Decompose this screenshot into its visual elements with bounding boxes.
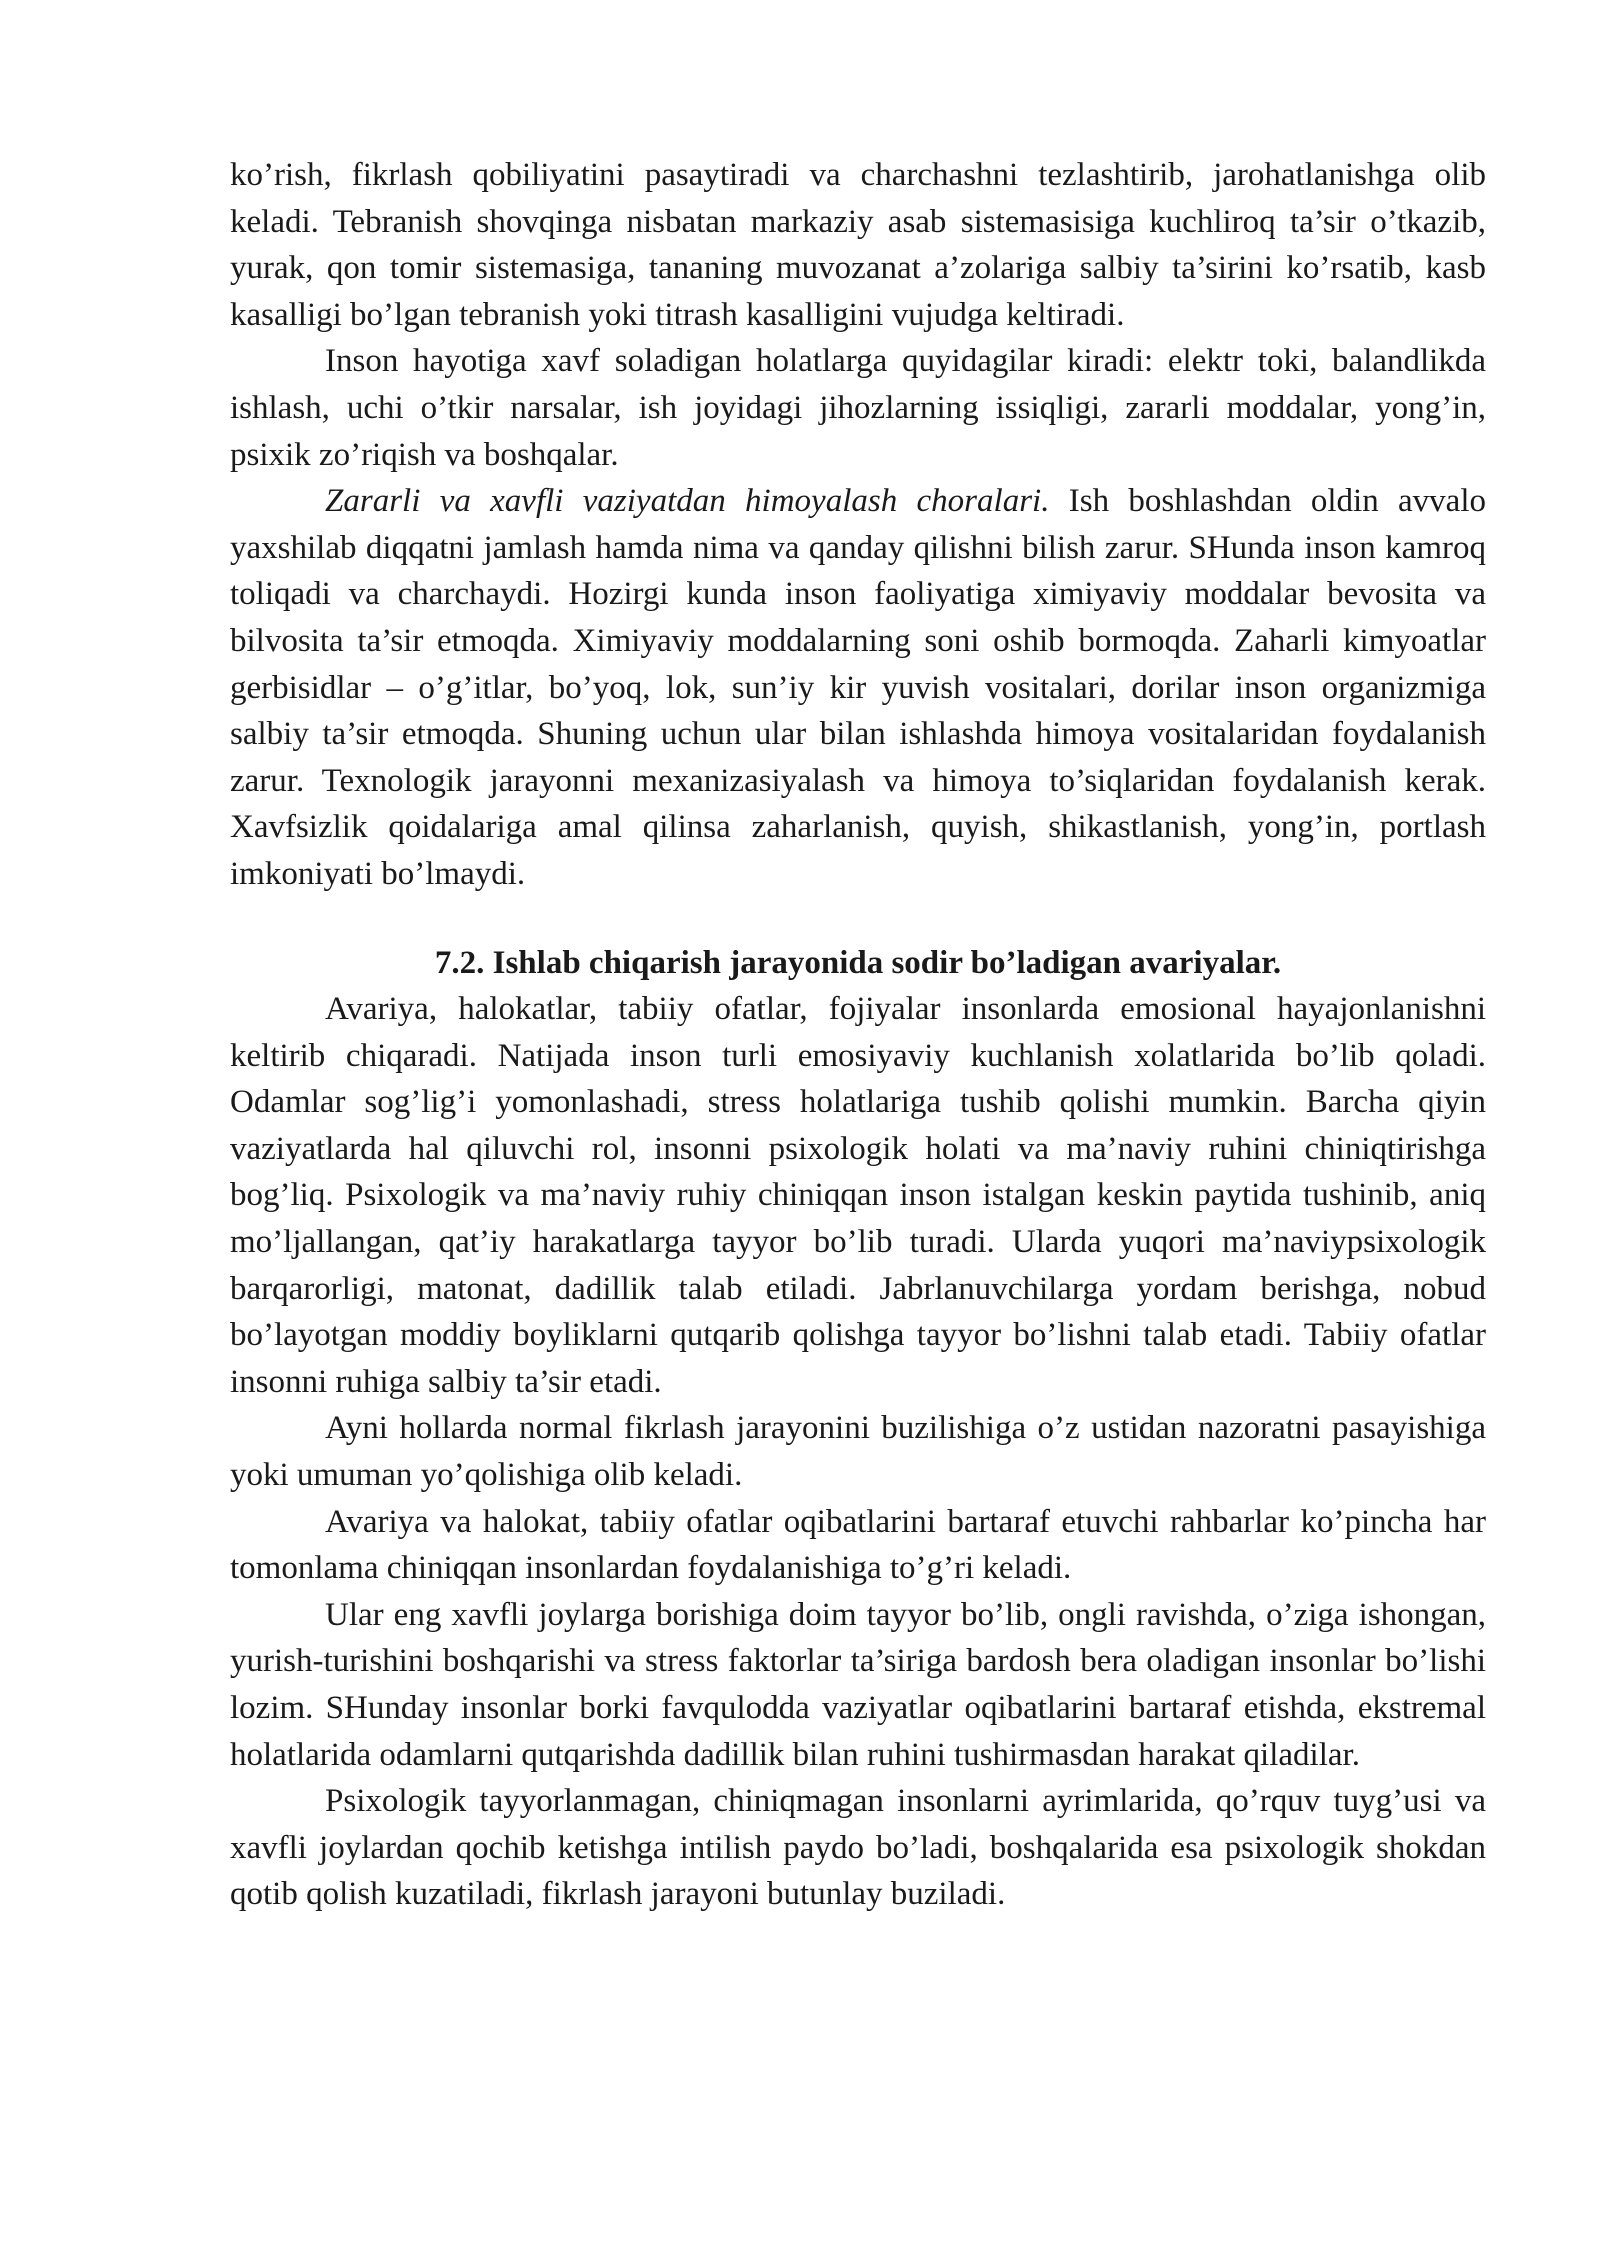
paragraph-unprepared: Psixologik tayyorlanmagan, chiniqmagan insonlarni ayrimlarida, qo’rquv tuyg’usi va xavfli joylardan qochib ketishga intilish paydo bo’ladi, boshqalarida esa psixologik shokdan qotib qolish kuzatiladi, fikrlash jarayoni butunlay buziladi.: [230, 1783, 1486, 1913]
paragraph-continued: ko’rish, fikrlash qobiliyatini pasaytiradi va charchashni tezlashtirib, jarohatlanishga olib keladi. Tebranish shovqinga nisbatan markaziy asab sistemasisiga kuchliroq ta’sir o’tkazib, yurak, qon tomir sistemasiga, tananing muvozanat a’zolariga salbiy ta’sirini ko’rsatib, kasb kasalligi bo’lgan tebranish yoki titrash kasalligini vujudga keltiradi.: [230, 157, 1486, 333]
paragraph-hazards: Inson hayotiga xavf soladigan holatlarga quyidagilar kiradi: elektr toki, balandlikda ishlash, uchi o’tkir narsalar, ish joyidagi jihozlarning issiqligi, zararli moddalar, yong’in, psixik zo’riqish va boshqalar.: [230, 343, 1486, 473]
section-heading: 7.2. Ishlab chiqarish jarayonida sodir bo’ladigan avariyalar.: [434, 944, 1282, 981]
paragraph-lead-italic: Zararli va xavfli vaziyatdan himoyalash choralari.: [325, 483, 1050, 520]
paragraph-thinking: Ayni hollarda normal fikrlash jarayonini buzilishiga o’z ustidan nazoratni pasayishiga yoki umuman yo’qolishiga olib keladi.: [230, 1410, 1486, 1494]
paragraph-protection: [230, 478, 1486, 897]
document-page: [230, 152, 1486, 1918]
paragraph-dangerous-places: Ular eng xavfli joylarga borishiga doim tayyor bo’lib, ongli ravishda, o’ziga ishongan, yurish-turishini boshqarishi va stress faktorlar ta’siriga bardosh bera oladigan insonlar bo’lishi lozim. SHunday insonlar borki favqulodda vaziyatlar oqibatlarini bartaraf etishda, ekstremal holatlarida odamlarni qutqarishda dadillik bilan ruhini tushirmasdan harakat qiladilar.: [230, 1596, 1486, 1773]
paragraph-accidents: Avariya, halokatlar, tabiiy ofatlar, fojiyalar insonlarda emosional hayajonlanishni keltirib chiqaradi. Natijada inson turli emosiyaviy kuchlanish xolatlarida bo’lib qoladi. Odamlar sog’lig’i yomonlashadi, stress holatlariga tushib qolishi mumkin. Barcha qiyin vaziyatlarda hal qiluvchi rol, insonni psixologik holati va ma’naviy ruhini chiniqtirishga bog’liq. Psixologik va ma’naviy ruhiy chiniqqan inson istalgan keskin paytida tushinib, aniq mo’ljallangan, qat’iy harakatlarga tayyor bo’lib turadi. Ularda yuqori ma’naviypsixologik barqarorligi, matonat, dadillik talab etiladi. Jabrlanuvchilarga yordam berishga, nobud bo’layotgan moddiy boyliklarni qutqarib qolishga tayyor bo’lishni talab etadi. Tabiiy ofatlar insonni ruhiga salbiy ta’sir etadi.: [230, 991, 1486, 1400]
paragraph-leaders: Avariya va halokat, tabiiy ofatlar oqibatlarini bartaraf etuvchi rahbarlar ko’pincha har tomonlama chiniqqan insonlardan foydalanishiga to’g’ri keladi.: [230, 1503, 1486, 1587]
paragraph-protection-body: Ish boshlashdan oldin avvalo yaxshilab diqqatni jamlash hamda nima va qanday qilishni bilish zarur. SHunda inson kamroq toliqadi va charchaydi. Hozirgi kunda inson faoliyatiga ximiyaviy moddalar bevosita va bilvosita ta’sir etmoqda. Ximiyaviy moddalarning soni oshib bormoqda. Zaharli kimyoatlar gerbisidlar – o’g’itlar, bo’yoq, lok, sun’iy kir yuvish vositalari, dorilar inson organizmiga salbiy ta’sir etmoqda. Shuning uchun ular bilan ishlashda himoya vositalaridan foydalanish zarur. Texnologik jarayonni mexanizasiyalash va himoya to’siqlaridan foydalanish kerak. Xavfsizlik qoidalariga amal qilinsa zaharlanish, quyish, shikastlanish, yong’in, portlash imkoniyati bo’lmaydi.: [230, 483, 1486, 892]
